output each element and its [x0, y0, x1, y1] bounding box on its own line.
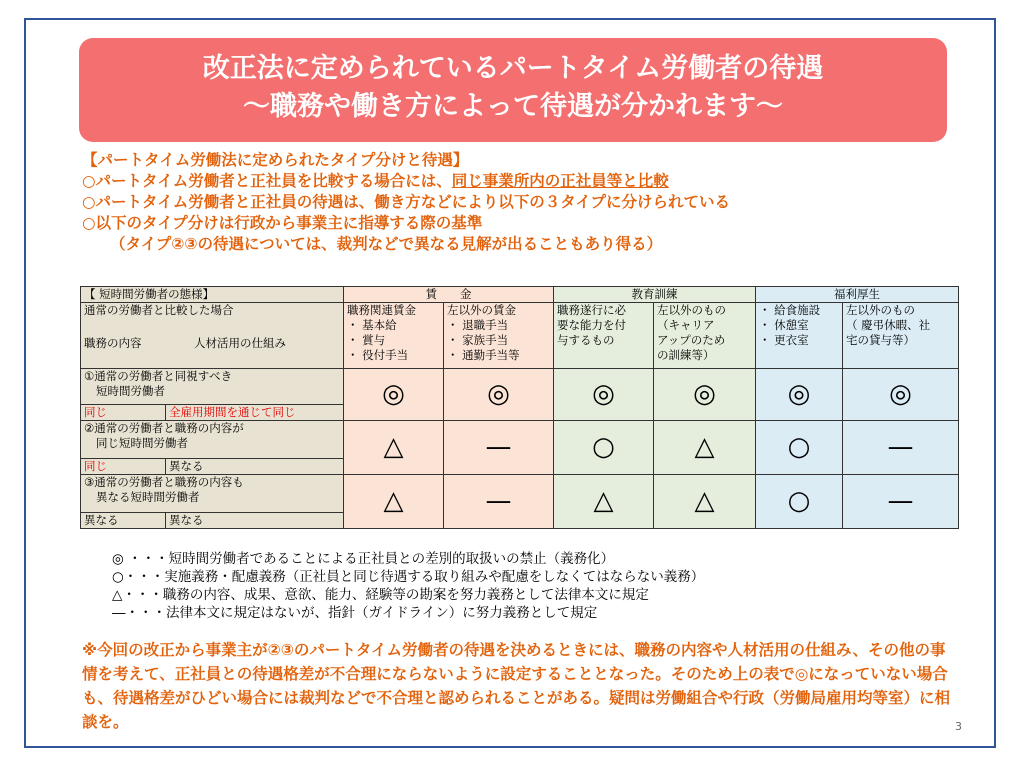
intro-line-4: （タイプ②③の待遇については、裁判などで異なる見解が出ることもあり得る） [110, 235, 663, 253]
legend-item-dash: ―・・・法律本文に規定はないが、指針（ガイドライン）に努力義務として規定 [112, 605, 598, 621]
title-line-2: ～職務や働き方によって待遇が分かれます～ [243, 91, 783, 122]
row2-label-line2: 同じ短時間労働者 [96, 436, 188, 450]
intro-block [82, 150, 962, 255]
legend-item-circle: ○・・・実施義務・配慮義務（正社員と同じ待遇する取り組みや配慮をしなくてはならない義務） [112, 569, 705, 585]
row3-val-6: — [843, 475, 959, 529]
row2-label-line1: ②通常の労働者と職務の内容が [84, 421, 244, 435]
treatment-table [80, 286, 959, 529]
row1-val-3: ◎ [554, 369, 654, 421]
legend [112, 550, 704, 622]
intro-heading: 【パートタイム労働法に定められたタイプ分けと待遇】 [82, 151, 469, 169]
col-facilities: ・ 給食施設 ・ 休憩室 ・ 更衣室 [756, 303, 843, 369]
intro-line-2: ○パートタイム労働者と正社員の待遇は、働き方などにより以下の３タイプに分けられている [82, 193, 730, 211]
row3-label-line1: ③通常の労働者と職務の内容も [84, 475, 244, 489]
legend-item-triangle: △・・・職務の内容、成果、意欲、能力、経験等の勘案を努力義務として法律本文に規定 [112, 587, 649, 603]
group-wage: 賃 金 [344, 287, 554, 303]
row3-label [81, 475, 344, 513]
intro-line-1-text: ○パートタイム労働者と正社員を比較する場合には、 [82, 172, 452, 190]
row1-hr-system: 全雇用期間を通じて同じ [166, 405, 344, 421]
row1-job-content: 同じ [81, 405, 166, 421]
row2-val-1: △ [344, 421, 444, 475]
row2-val-4: △ [654, 421, 756, 475]
row1-val-6: ◎ [843, 369, 959, 421]
row2-job-content: 同じ [81, 459, 166, 475]
head-hr-system: 人材活用の仕組み [194, 336, 286, 350]
note-text: ※今回の改正から事業主が②③のパートタイム労働者の待遇を決めるときには、職務の内容や人材活用の仕組み、その他の事情を考えて、正社員との待遇格差が不合理にならないように設定することとなった。そのため上の表で◎になっていない場合も、待遇格差がひどい場合には裁判などで不合理と認められることがある。疑問は労働組合や行政（労働局雇用均等室）に相談を。 [82, 641, 951, 731]
row2-val-6: — [843, 421, 959, 475]
row1-label-line1: ①通常の労働者と同視すべき [84, 369, 233, 383]
group-welfare: 福利厚生 [756, 287, 959, 303]
col-other-wage: 左以外の賃金 ・ 退職手当 ・ 家族手当 ・ 通勤手当等 [444, 303, 554, 369]
row2-val-2: — [444, 421, 554, 475]
col-job-training: 職務遂行に必 要な能力を付 与するもの [554, 303, 654, 369]
page-number: 3 [955, 720, 962, 733]
row2-hr-system: 異なる [166, 459, 344, 475]
row3-hr-system: 異なる [166, 513, 344, 529]
row3-val-3: △ [554, 475, 654, 529]
row1-val-4: ◎ [654, 369, 756, 421]
head-compare-label: 通常の労働者と比較した場合 [84, 303, 234, 317]
col-job-wage: 職務関連賃金 ・ 基本給 ・ 賞与 ・ 役付手当 [344, 303, 444, 369]
row1-label-line2: 短時間労働者 [96, 384, 165, 398]
row3-label-line2: 異なる短時間労働者 [96, 490, 200, 504]
row3-val-5: ○ [756, 475, 843, 529]
row2-val-3: ○ [554, 421, 654, 475]
title-banner [79, 38, 947, 142]
row1-val-1: ◎ [344, 369, 444, 421]
head-job-content: 職務の内容 [84, 336, 142, 350]
row1-val-5: ◎ [756, 369, 843, 421]
intro-line-1-underlined: 同じ事業所内の正社員等と比較 [451, 172, 669, 190]
row2-val-5: ○ [756, 421, 843, 475]
table-head-title: 【 短時間労働者の態様】 [81, 287, 344, 303]
row3-val-4: △ [654, 475, 756, 529]
row3-val-1: △ [344, 475, 444, 529]
row3-job-content: 異なる [81, 513, 166, 529]
title-line-1: 改正法に定められているパートタイム労働者の待遇 [202, 53, 824, 84]
row1-label [81, 369, 344, 405]
legend-item-double-circle: ◎ ・・・短時間労働者であることによる正社員との差別的取扱いの禁止（義務化） [112, 551, 615, 567]
row3-val-2: — [444, 475, 554, 529]
intro-line-3: ○以下のタイプ分けは行政から事業主に指導する際の基準 [82, 214, 483, 232]
col-other-training: 左以外のもの （キャリア アップのため の訓練等） [654, 303, 756, 369]
row2-label [81, 421, 344, 459]
col-other-welfare: 左以外のもの （ 慶弔休暇、社 宅の貸与等） [843, 303, 959, 369]
row1-val-2: ◎ [444, 369, 554, 421]
table-head-subtitle [81, 303, 344, 369]
group-education: 教育訓練 [554, 287, 756, 303]
intro-line-1 [82, 171, 962, 192]
